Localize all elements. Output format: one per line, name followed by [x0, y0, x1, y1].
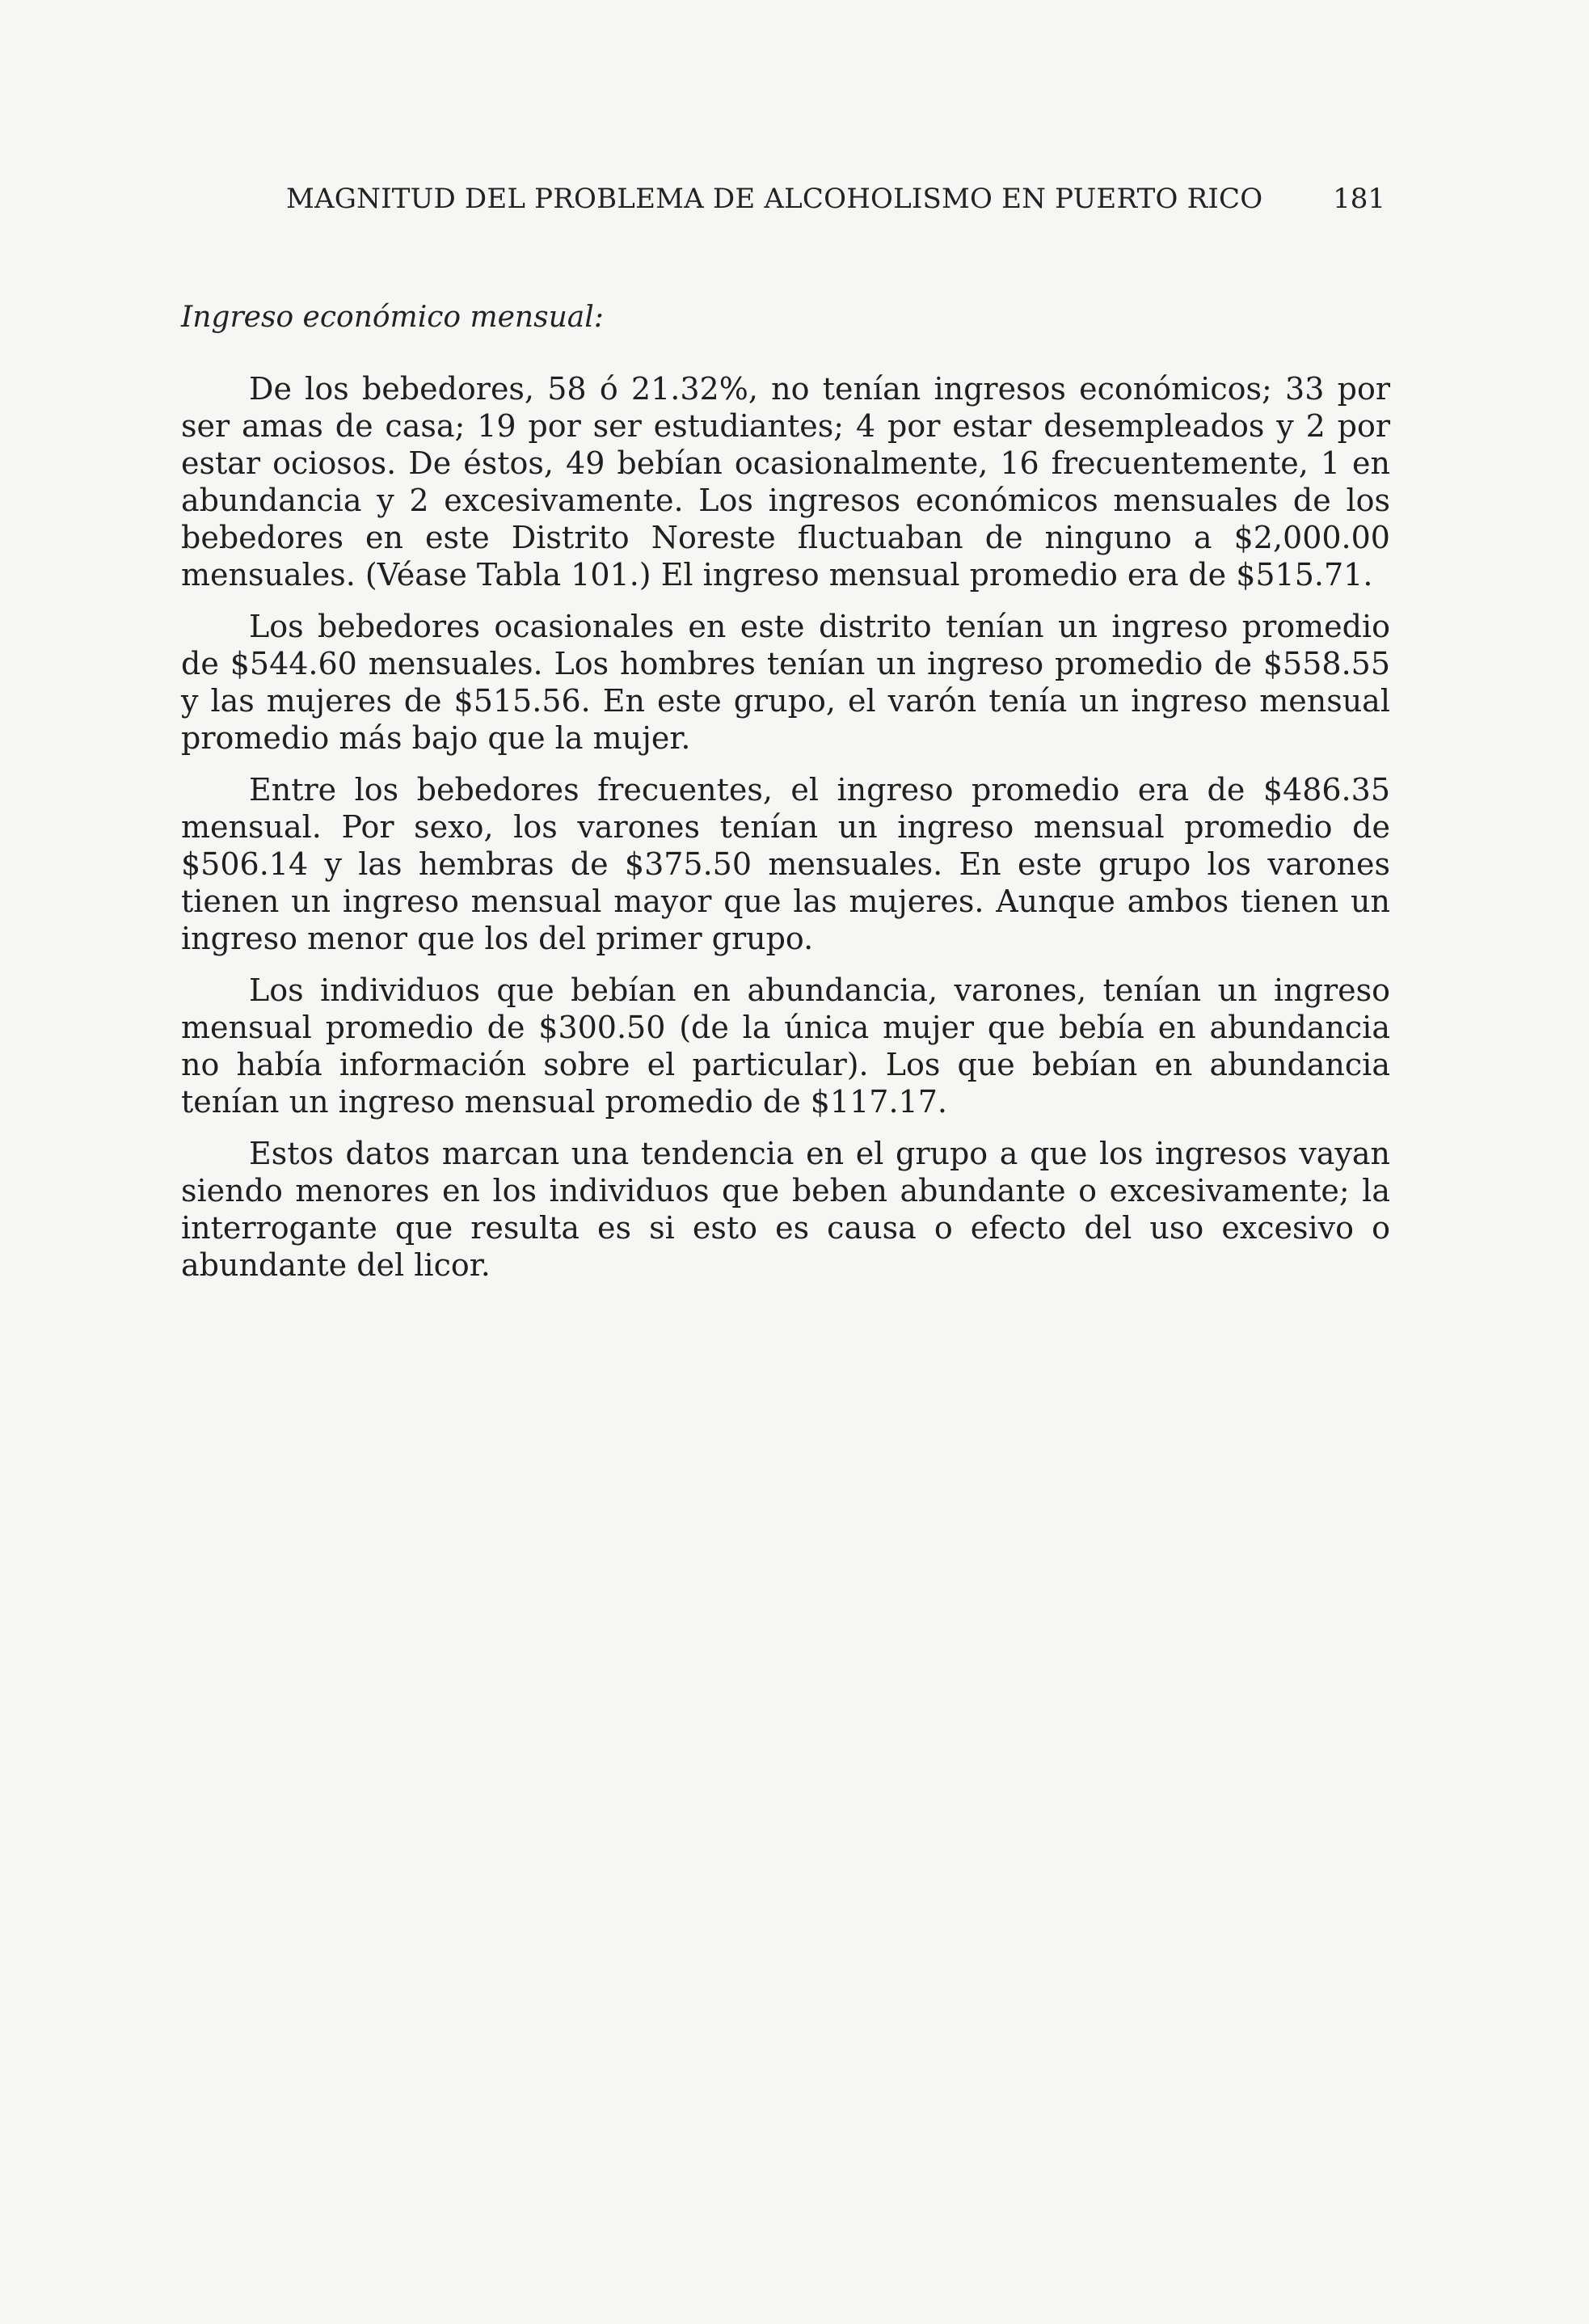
paragraph-3: Entre los bebedores frecuentes, el ingreso promedio era de $486.35 mensual. Por sexo, los varones tenían un ingreso mensual promedio de $506.14 y las hembras de $375.50 mensuales. En este grupo los varones tienen un ingreso mensual mayor que las mujeres. Aunque ambos tienen un ingreso menor que los del primer grupo.: [181, 772, 1390, 956]
page-number: 181: [1333, 183, 1385, 215]
section-heading: Ingreso económico mensual:: [181, 301, 604, 334]
paragraph-4: Los individuos que bebían en abundancia, varones, tenían un ingreso mensual promedio de $300.50 (de la única mujer que bebía en abundancia no había información sobre el particular). Los que bebían en abundancia tenían un ingreso mensual promedio de $117.17.: [181, 972, 1390, 1120]
paragraph-5: Estos datos marcan una tendencia en el grupo a que los ingresos vayan siendo menores en los individuos que beben abundante o excesivamente; la interrogante que resulta es si esto es causa o efecto del uso excesivo o abundante del licor.: [181, 1136, 1390, 1283]
paragraph-1: De los bebedores, 58 ó 21.32%, no tenían ingresos económicos; 33 por ser amas de casa; 19 por ser estudiantes; 4 por estar desempleados y 2 por estar ociosos. De éstos, 49 bebían ocasionalmente, 16 frecuentemente, 1 en abundancia y 2 excesivamente. Los ingresos económicos mensuales de los bebedores en este Distrito Noreste fluctuaban de ninguno a $2,000.00 mensuales. (Véase Tabla 101.) El ingreso mensual promedio era de $515.71.: [181, 371, 1390, 593]
running-header: [286, 183, 1385, 231]
paragraph-2: Los bebedores ocasionales en este distrito tenían un ingreso promedio de $544.60 mensuales. Los hombres tenían un ingreso promedio de $558.55 y las mujeres de $515.56. En este grupo, el varón tenía un ingreso mensual promedio más bajo que la mujer.: [181, 609, 1390, 756]
body-text: [181, 370, 1390, 1298]
running-title: MAGNITUD DEL PROBLEMA DE ALCOHOLISMO EN PUERTO RICO: [286, 183, 1263, 215]
